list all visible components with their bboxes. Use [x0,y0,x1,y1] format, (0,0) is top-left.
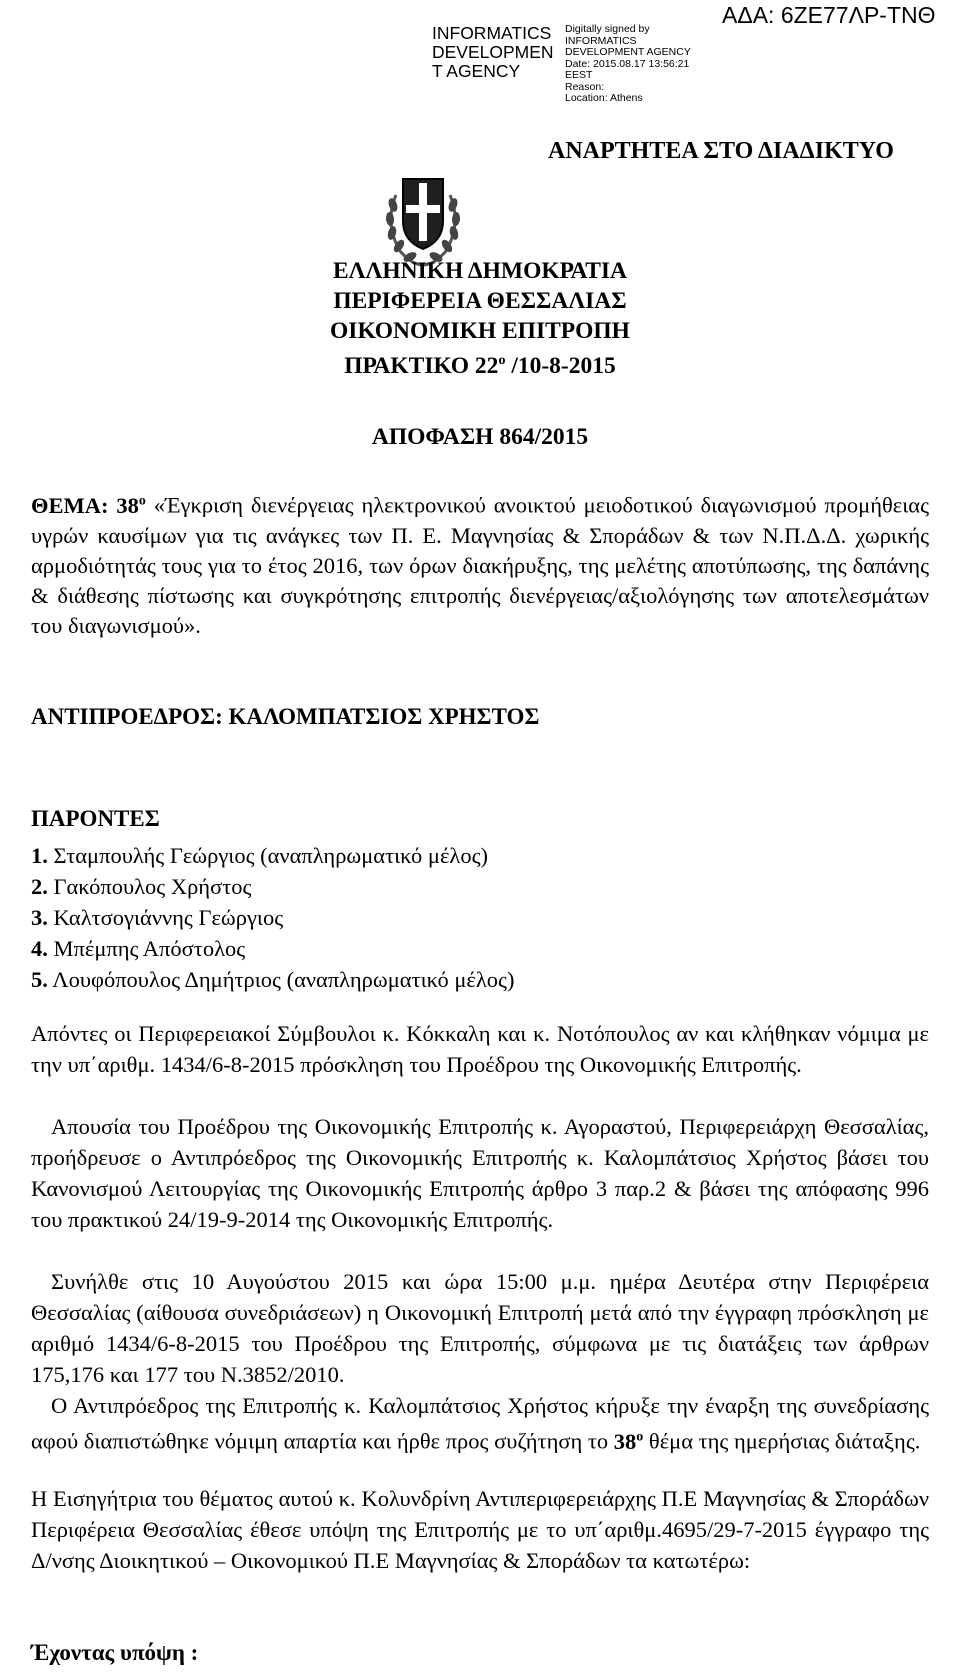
signature-organization [432,24,560,81]
subject-label-sup: ο [138,493,146,508]
member-number: 4. [31,936,48,961]
considering-heading: Έχοντας υπόψη : [31,1640,199,1665]
ada-code: ΑΔΑ: 6ΖΕ77ΛΡ-ΤΝΘ [722,2,936,28]
quorum-topic-number: 38 [613,1428,637,1454]
minutes-sup: ο [498,353,506,368]
quorum-topic-sup: ο [636,1429,644,1444]
subject-text: «Έγκριση διενέργειας ηλεκτρονικού ανοικτού μειοδοτικού διαγωνισμού προμήθειας υγρών καυσίμων για τις ανάγκες των Π. Ε. Μαγνησίας & Σποράδων & των Ν.Π.Δ.Δ. χωρικής αρμοδιότητάς τους για το έτος 2016, των όρων διακήρυξης, της μελέτης αποτύπωσης, της δαπάνης & διάθεσης πίστωσης και συγκρότησης επιτροπής διενέργειας/αξιολόγησης των αποτελεσμάτων του διαγωνισμού». [31,492,929,638]
signature-detail-line: Reason: [565,80,605,93]
absent-paragraph: Απόντες οι Περιφερειακοί Σύμβουλοι κ. Κόκκαλη και κ. Νοτόπουλος αν και κλήθηκαν νόμιμα με την υπ΄αριθμ. 1434/6-8-2015 πρόσκληση του Προέδρου της Οικονομικής Επιτροπής. [31,1021,929,1077]
present-title: ΠΑΡΟΝΤΕΣ [31,806,160,831]
signature-detail-line: Location: Athens [565,92,643,104]
decision-number: ΑΠΟΦΑΣΗ 864/2015 [371,424,589,450]
signature-detail-line: Digitally signed by [565,23,650,35]
member-name: Μπέμπης Απόστολος [47,936,246,961]
header-minutes [0,346,960,379]
subject-paragraph [31,486,929,641]
members-list [31,840,929,995]
signature-detail-line: INFORMATICS [565,34,637,47]
header-republic: ΕΛΛΗΝΙΚΗ ΔΗΜΟΚΡΑΤΙΑ [332,258,628,284]
signature-org-line: T AGENCY [432,61,521,81]
quorum-paragraph [31,1390,929,1457]
member-name: Γακόπουλος Χρήστος [47,874,252,899]
posting-note: ΑΝΑΡΤΗΤΕΑ ΣΤΟ ΔΙΑΔΙΚΤΥΟ [548,138,894,164]
list-item [31,964,929,995]
minutes-suffix: /10-8-2015 [505,352,616,379]
list-item [31,840,929,871]
member-name: Σταμπουλής Γεώργιος (αναπληρωματικό μέλος) [47,843,488,868]
quorum-end: θέμα της ημερήσιας διάταξης. [643,1428,921,1454]
rapporteur-paragraph: Η Εισηγήτρια του θέματος αυτού κ. Κολυνδρίνη Αντιπεριφερειάρχης Π.Ε Μαγνησίας & Σποράδων Περιφέρεια Θεσσαλίας έθεσε υπόψη της Επιτροπής με το υπ΄αριθμ.4695/29-7-2015 έγγραφο της Δ/νσης Διοικητικού – Οικονομικού Π.Ε Μαγνησίας & Σποράδων τα κατωτέρω: [31,1486,929,1573]
quorum-topic [614,1429,644,1454]
document-header [0,256,960,379]
list-item [31,871,929,902]
member-number: 5. [31,967,48,992]
member-name: Λουφόπουλος Δημήτριος (αναπληρωματικό μέλος) [47,967,515,992]
signature-detail-line: EEST [565,69,593,81]
signature-details [565,24,715,105]
vice-president: ΑΝΤΙΠΡΟΕΔΡΟΣ: ΚΑΛΟΜΠΑΤΣΙΟΣ ΧΡΗΣΤΟΣ [31,704,540,729]
minutes-prefix: ΠΡΑΚΤΙΚΟ 22 [344,352,499,379]
header-committee: ΟΙΚΟΝΟΜΙΚΗ ΕΠΙΤΡΟΠΗ [330,318,630,344]
subject-label-text: ΘΕΜΑ: 38 [31,492,139,518]
header-region: ΠΕΡΙΦΕΡΕΙΑ ΘΕΣΣΑΛΙΑΣ [333,288,627,314]
list-item [31,902,929,933]
signature-org-line: DEVELOPMEN [432,42,554,62]
absence-president-paragraph: Απουσία του Προέδρου της Οικονομικής Επιτροπής κ. Αγοραστού, Περιφερειάρχη Θεσσαλίας, προήδρευσε ο Αντιπρόεδρος της Οικονομικής Επιτροπής κ. Καλομπάτσιος Χρήστος βάσει του Κανονισμού Λειτουργίας της Οικονομικής Επιτροπής άρθρο 3 παρ.2 & βάσει της απόφασης 996 του πρακτικού 24/19-9-2014 της Οικονομικής Επιτροπής. [31,1114,929,1232]
signature-detail-line: Date: 2015.08.17 13:56:21 [565,57,690,70]
member-number: 3. [31,905,48,930]
convened-paragraph: Συνήλθε στις 10 Αυγούστου 2015 και ώρα 15:00 μ.μ. ημέρα Δευτέρα στην Περιφέρεια Θεσσαλίας (αίθουσα συνεδριάσεων) η Οικονομική Επιτροπή μετά από την έγγραφη πρόσκληση με αριθμό 1434/6-8-2015 του Προέδρου της Επιτροπής, σύμφωνα με τις διατάξεις των άρθρων 175,176 και 177 του Ν.3852/2010. [31,1269,929,1387]
list-item [31,933,929,964]
member-number: 1. [31,843,48,868]
member-number: 2. [31,874,48,899]
subject-label [31,493,146,518]
quorum-text: Ο Αντιπρόεδρος της Επιτροπής κ. Καλομπάτσιος Χρήστος κήρυξε την έναρξη της συνεδρίασης αφού διαπιστώθηκε νόμιμη απαρτία και ήρθε προς συζήτηση το [31,1393,929,1454]
signature-detail-line: DEVELOPMENT AGENCY [565,46,691,58]
signature-org-line: INFORMATICS [432,23,552,43]
member-name: Καλτσογιάννης Γεώργιος [47,905,284,930]
